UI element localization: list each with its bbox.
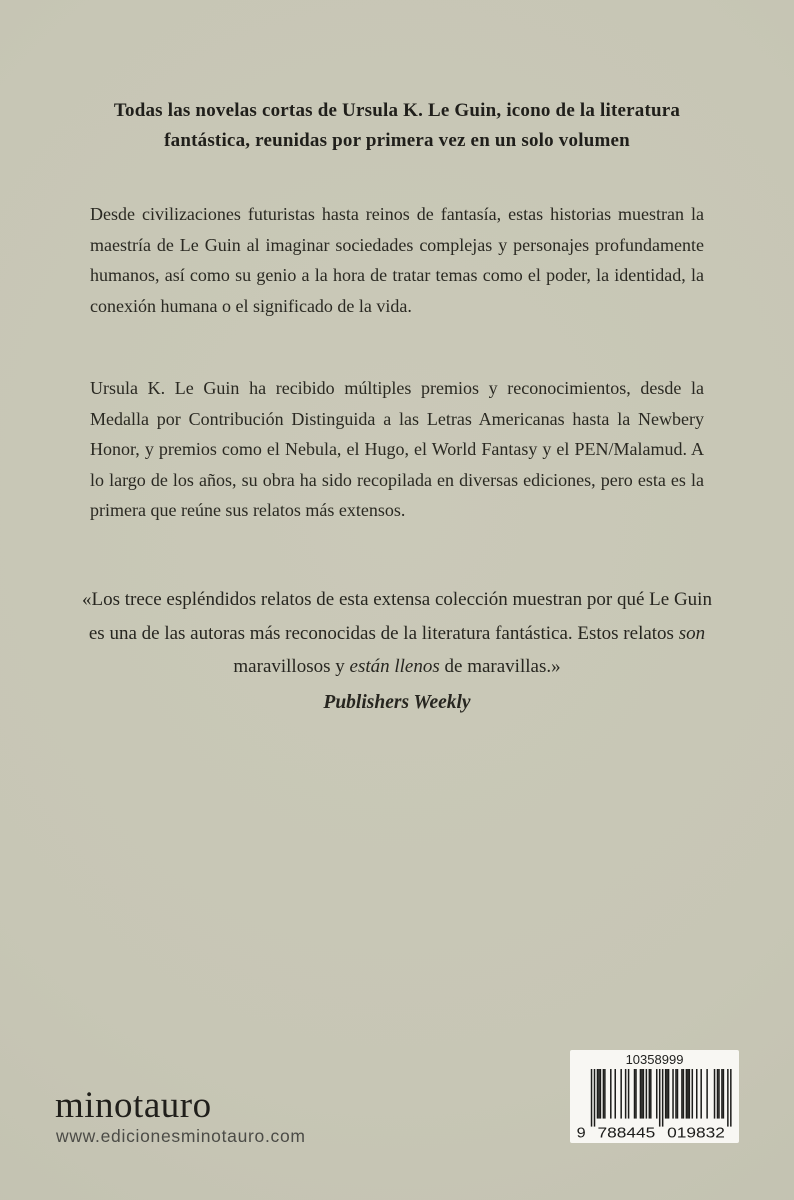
review-attribution: Publishers Weekly [323,692,471,713]
awards-paragraph: Ursula K. Le Guin ha recibido múltiples premios y reconocimientos, desde la Medalla por Contribución Distinguida a las Letras Americanas hasta la Newbery Honor, y premios como el Nebula, el Hugo, el World Fantasy y el PEN/Malamud. A lo largo de los años, su obra ha sido recopilada en diversas ediciones, pero esta es la primera que reúne sus relatos más extensos. [90,378,704,520]
publisher-website: www.edicionesminotauro.com [56,1126,306,1146]
synopsis-paragraph: Desde civilizaciones futuristas hasta reinos de fantasía, estas historias muestran la maestría de Le Guin al imaginar sociedades complejas y personajes profundamente humanos, así como su genio a la hora de tratar temas como el poder, la identidad, la conexión humana o el significado de la vida. [90,204,704,316]
isbn-digits: 9 [576,1124,586,1140]
ean13-barcode-bars [573,1069,736,1140]
quote-fragment: «Los trece espléndidos relatos de esta extensa colección muestran por qué Le Guin es una de las autoras más reconocidas de la literatura fantástica. Estos relatos [82,589,712,644]
isbn-digits: 788445 [597,1124,656,1140]
publisher-logo: minotauro [55,1085,212,1126]
quote-fragment: de maravillas.» [439,656,561,677]
barcode [570,1050,739,1143]
quote-fragment: maravillosos y [233,656,350,677]
quote-italic-fragment: son [678,622,706,644]
review-quote [75,583,720,684]
barcode-top-number: 10358999 [625,1052,684,1067]
headline: Todas las novelas cortas de Ursula K. Le Guin, icono de la literatura fantástica, reunidas por primera vez en un solo volumen [113,100,681,151]
quote-italic-fragment: están llenos [349,656,440,677]
isbn-digits: 019832 [667,1124,725,1140]
